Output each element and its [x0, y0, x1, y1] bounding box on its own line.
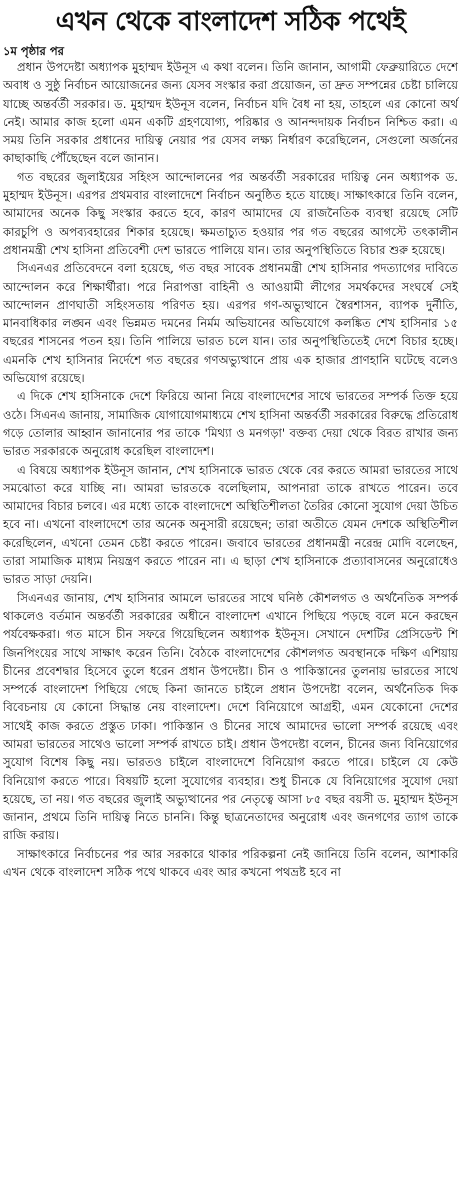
- paragraph-3: সিএনএর প্রতিবেদনে বলা হয়েছে, গত বছর সাবেক প্রধানমন্ত্রী শেখ হাসিনার পদত্যাগের দাবিতে আন্দোলন করে শিক্ষার্থীরা। পরে নিরাপত্তা বাহিনী ও আওয়ামী লীগের সমর্থকদের সংঘর্ষে সেই আন্দোলন প্রাণঘাতী সহিংসতায় পরিণত হয়। এরপর গণ-অভ্যুত্থানে স্বৈরশাসন, ব্যাপক দুর্নীতি, মানবাধিকার লঙ্ঘন এবং ভিন্নমত দমনের নির্মম অভিযানের অভিযোগে কলঙ্কিত শেখ হাসিনার ১৫ বছরের শাসনের পতন হয়। তিনি পালিয়ে ভারত চলে যান। তার অনুপস্থিতিতেই দেশে বিচার হচ্ছে। এমনকি শেখ হাসিনার নির্দেশে গত বছরের গণঅভ্যুত্থানে প্রায় এক হাজার প্রাণহানি ঘটেছে বলেও অভিযোগ রয়েছে।: [3, 261, 458, 386]
- paragraph-7: সাক্ষাৎকারে নির্বাচনের পর আর সরকারে থাকার পরিকল্পনা নেই জানিয়ে তিনি বলেন, আশাকরি এখন থেকে বাংলাদেশ সঠিক পথে থাকবে এবং আর কখনো পথভ্রষ্ট হবে না: [3, 846, 458, 880]
- paragraph-4: এ দিকে শেখ হাসিনাকে দেশে ফিরিয়ে আনা নিয়ে বাংলাদেশের সাথে ভারতের সম্পর্ক তিক্ত হয়ে ওঠে। সিএনএ জানায়, সামাজিক যোগাযোগমাধ্যমে শেখ হাসিনা অন্তর্বর্তী সরকারের বিরুদ্ধে প্রতিরোধ গড়ে তোলার আহ্বান জানানোর পর তাকে 'মিথ্যা ও মনগড়া' বক্তব্য দেয়া থেকে বিরত রাখার জন্য ভারত সরকারকে অনুরোধ করেছিল বাংলাদেশ।: [3, 389, 458, 459]
- headline: এখন থেকে বাংলাদেশ সঠিক পথেই: [55, 7, 406, 37]
- paragraph-1: প্রধান উপদেষ্টা অধ্যাপক মুহাম্মদ ইউনূস এ কথা বলেন। তিনি জানান, আগামী ফেব্রুয়ারিতে দেশে অবাধ ও সুষ্ঠু নির্বাচন আয়োজনের জন্য যেসব সংস্কার করা প্রয়োজন, তা দ্রুত সম্পন্নের চেষ্টা চালিয়ে যাচ্ছে অন্তর্বর্তী সরকার। ড. মুহাম্মদ ইউনূস বলেন, নির্বাচন যদি বৈধ না হয়, তাহলে এর কোনো অর্থ নেই। আমার কাজ হলো এমন একটি গ্রহণযোগ্য, পরিষ্কার ও আনন্দদায়ক নির্বাচন নিশ্চিত করা। এ সময় তিনি সরকার প্রধানের দায়িত্ব নেয়ার পর যেসব লক্ষ্য নির্ধারণ করেছিলেন, সেগুলো অর্জনের কাছাকাছি পৌঁছেছেন বলে জানান।: [3, 60, 458, 166]
- article-body: [3, 58, 458, 881]
- paragraph-5: এ বিষয়ে অধ্যাপক ইউনূস জানান, শেখ হাসিনাকে ভারত থেকে বের করতে আমরা ভারতের সাথে সমঝোতা করে যাচ্ছি না। আমরা ভারতকে বলেছিলাম, আপনারা তাকে রাখতে পারেন। তবে আমাদের বিচার চলবে। এর মধ্যে তাকে বাংলাদেশে অস্থিতিশীলতা তৈরির কোনো সুযোগ দেয়া উচিত হবে না। এখনো বাংলাদেশে তার অনেক অনুসারী রয়েছেন; তারা অতীতে যেমন দেশকে অস্থিতিশীল করেছিলেন, এখনো তেমন চেষ্টা করতে পারেন। জবাবে ভারতের প্রধানমন্ত্রী নরেন্দ্র মোদি বলেছেন, তারা সামাজিক মাধ্যম নিয়ন্ত্রণ করতে পারেন না। এ ছাড়া শেখ হাসিনাকে প্রত্যাবাসনের অনুরোধেও ভারত সাড়া দেয়নি।: [3, 462, 458, 587]
- paragraph-6: সিএনএর জানায়, শেখ হাসিনার আমলে ভারতের সাথে ঘনিষ্ঠ কৌশলগত ও অর্থনৈতিক সম্পর্ক থাকলেও বর্তমান অন্তর্বর্তী সরকারের অধীনে বাংলাদেশ এখানে পিছিয়ে পড়ছে বলে মনে করছেন পর্যবেক্ষকরা। গত মাসে চীন সফরে গিয়েছিলেন অধ্যাপক ইউনূস। সেখানে দেশটির প্রেসিডেন্ট শি জিনপিংয়ের সাথে সাক্ষাৎ করেন তিনি। বৈঠকে বাংলাদেশের কৌশলগত অবস্থানকে দক্ষিণ এশিয়ায় চীনের প্রবেশদ্বার হিসেবে তুলে ধরেন প্রধান উপদেষ্টা। চীন ও পাকিস্তানের তুলনায় ভারতের সাথে সম্পর্কে বাংলাদেশ পিছিয়ে গেছে কিনা জানতে চাইলে প্রধান উপদেষ্টা বলেন, অর্থনৈতিক দিক বিবেচনায় যে কোনো সিদ্ধান্ত নেয় বাংলাদেশ। দেশে বিনিয়োগে আগ্রহী, এমন যেকোনো দেশের সাথেই কাজ করতে প্রস্তুত ঢাকা। পাকিস্তান ও চীনের সাথে আমাদের ভালো সম্পর্ক রয়েছে এবং আমরা ভারতের সাথেও ভালো সম্পর্ক রাখতে চাই। প্রধান উপদেষ্টা বলেন, চীনের জন্য বিনিয়োগের সুযোগ বিশেষ কিছু নয়। ভারতও চাইলে বাংলাদেশে বিনিয়োগ করতে পারে। চাইলে যে কেউ বিনিয়োগ করতে পারে। বিষয়টি হলো সুযোগের ব্যবহার। শুধু চীনকে যে বিনিয়োগের সুযোগ দেয়া হয়েছে, তা নয়। গত বছরের জুলাই অভ্যুত্থানের পর নেতৃত্বে আসা ৮৫ বছর বয়সী ড. মুহাম্মদ ইউনূস জানান, প্রথমে তিনি দায়িত্ব নিতে চাননি। কিন্তু ছাত্রনেতাদের অনুরোধ এবং জনগণের ত্যাগ তাকে রাজি করায়।: [3, 590, 458, 843]
- continuation-label: ১ম পৃষ্ঠার পর: [3, 44, 64, 58]
- paragraph-2: গত বছরের জুলাইয়ের সহিংস আন্দোলনের পর অন্তর্বর্তী সরকারের দায়িত্ব নেন অধ্যাপক ড. মুহাম্মদ ইউনূস। এরপর প্রথমবার বাংলাদেশে নির্বাচন অনুষ্ঠিত হতে যাচ্ছে। সাক্ষাৎকারে তিনি বলেন, আমাদের অনেক কিছু সংস্কার করতে হবে, কারণ আমাদের যে রাজনৈতিক ব্যবস্থা রয়েছে সেটি কারচুপি ও অপব্যবহারের শিকার হয়েছে। ক্ষমতাচ্যুত হওয়ার পর গত বছরের আগস্টে তৎকালীন প্রধানমন্ত্রী শেখ হাসিনা প্রতিবেশী দেশ ভারতে পালিয়ে যান। তার অনুপস্থিতিতে বিচার শুরু হয়েছে।: [3, 169, 458, 257]
